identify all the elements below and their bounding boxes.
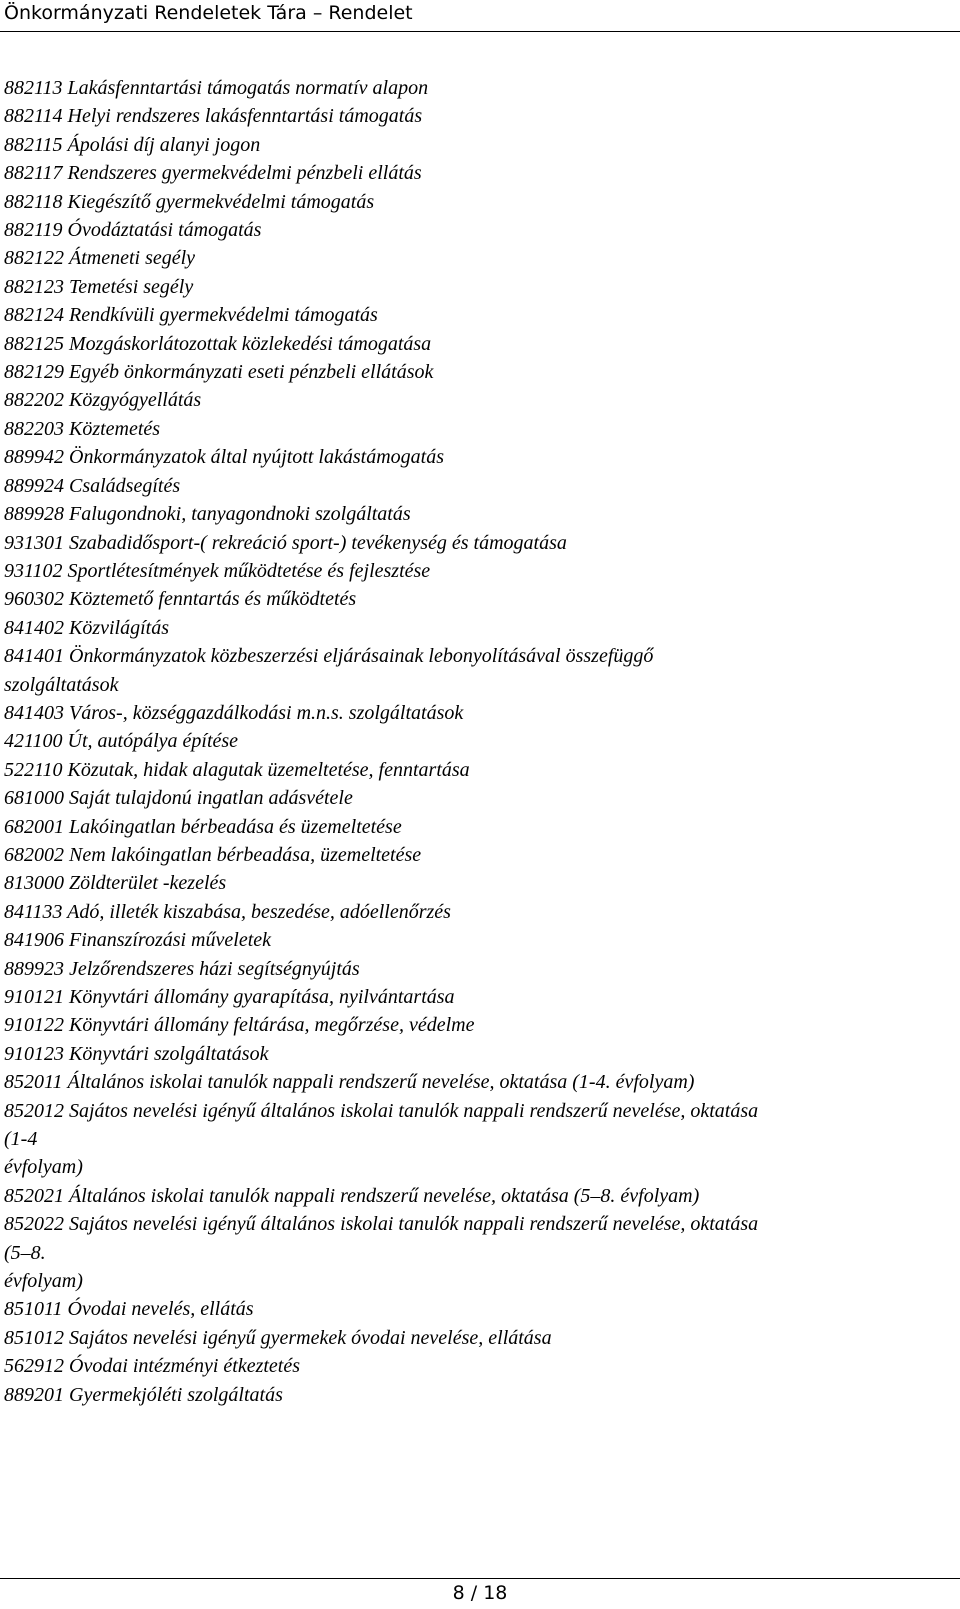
list-item-text: 889923 Jelzőrendszeres házi segítségnyújtás: [4, 957, 360, 980]
page-footer: [0, 1568, 960, 1609]
list-item-text: 421100 Út, autópálya építése: [4, 730, 239, 753]
list-item: [4, 926, 956, 954]
list-item: [4, 1097, 956, 1182]
list-item-text: (1-4: [4, 1128, 38, 1151]
list-item-text: 882118 Kiegészítő gyermekvédelmi támogatás: [4, 190, 375, 213]
list-item-text: 522110 Közutak, hidak alagutak üzemeltetése, fenntartása: [4, 758, 470, 781]
list-item: [4, 756, 956, 784]
list-item: [4, 869, 956, 897]
list-item-text: 852012 Sajátos nevelési igényű általános iskolai tanulók nappali rendszerű nevelése, oktatása: [4, 1099, 759, 1122]
list-item-text: 889201 Gyermekjóléti szolgáltatás: [4, 1383, 283, 1406]
list-item: [4, 1295, 956, 1323]
list-item: [4, 301, 956, 329]
list-item-text: 882203 Köztemetés: [4, 417, 161, 440]
list-item: [4, 557, 956, 585]
list-item: [4, 330, 956, 358]
list-item-text: 882124 Rendkívüli gyermekvédelmi támogatás: [4, 304, 378, 327]
list-item-text: 889928 Falugondnoki, tanyagondnoki szolgáltatás: [4, 503, 411, 526]
list-item-text: szolgáltatások: [4, 673, 119, 696]
list-item-text: 841906 Finanszírozási műveletek: [4, 929, 272, 952]
list-item: [4, 1011, 956, 1039]
list-item: [4, 955, 956, 983]
list-item-text: 682001 Lakóingatlan bérbeadása és üzemeltetése: [4, 815, 402, 838]
header-divider: [0, 31, 960, 32]
list-item-text: (5–8.: [4, 1241, 46, 1264]
page-header: [0, 0, 960, 30]
page-header-title: Önkormányzati Rendeletek Tára – Rendelet: [4, 2, 413, 24]
list-item: [4, 244, 956, 272]
list-item-text: 889924 Családsegítés: [4, 474, 181, 497]
list-item-text: 841133 Adó, illeték kiszabása, beszedése, adóellenőrzés: [4, 900, 451, 923]
list-item: [4, 131, 956, 159]
list-item: [4, 983, 956, 1011]
activity-code-list: [4, 74, 956, 1409]
list-item: [4, 585, 956, 613]
list-item: [4, 273, 956, 301]
list-item-text: 682002 Nem lakóingatlan bérbeadása, üzemeltetése: [4, 843, 422, 866]
list-item: [4, 1381, 956, 1409]
list-item: [4, 472, 956, 500]
list-item: [4, 813, 956, 841]
list-item-text: 931102 Sportlétesítmények működtetése és fejlesztése: [4, 559, 431, 582]
list-item-text: 882114 Helyi rendszeres lakásfenntartási támogatás: [4, 105, 423, 128]
list-item: [4, 784, 956, 812]
list-item-text: 882122 Átmeneti segély: [4, 247, 196, 270]
list-item-text: 681000 Saját tulajdonú ingatlan adásvétele: [4, 787, 353, 810]
list-item-text: 841401 Önkormányzatok közbeszerzési eljárásainak lebonyolításával összefüggő: [4, 645, 654, 668]
page-number: 8 / 18: [452, 1582, 508, 1604]
list-item: [4, 443, 956, 471]
list-item-text: 852011 Általános iskolai tanulók nappali rendszerű nevelése, oktatása (1-4. évfolyam): [4, 1071, 695, 1094]
list-item: [4, 500, 956, 528]
list-item: [4, 415, 956, 443]
list-item: [4, 74, 956, 102]
list-item: [4, 1068, 956, 1096]
list-item-text: 851011 Óvodai nevelés, ellátás: [4, 1298, 254, 1321]
list-item: [4, 642, 956, 699]
list-item: [4, 102, 956, 130]
list-item: [4, 529, 956, 557]
list-item-text: 882123 Temetési segély: [4, 275, 194, 298]
list-item-text: 931301 Szabadidősport-( rekreáció sport-) tevékenység és támogatása: [4, 531, 567, 554]
list-item-text: évfolyam): [4, 1156, 83, 1179]
list-item: [4, 216, 956, 244]
list-item: [4, 841, 956, 869]
list-item: [4, 386, 956, 414]
list-item: [4, 1210, 956, 1295]
list-item-text: 910123 Könyvtári szolgáltatások: [4, 1042, 269, 1065]
list-item-text: 852021 Általános iskolai tanulók nappali rendszerű nevelése, oktatása (5–8. évfolyam): [4, 1184, 700, 1207]
list-item: [4, 1352, 956, 1380]
list-item: [4, 727, 956, 755]
list-item-text: 910121 Könyvtári állomány gyarapítása, nyilvántartása: [4, 986, 455, 1008]
list-item-text: évfolyam): [4, 1270, 83, 1293]
list-item-text: 882113 Lakásfenntartási támogatás normatív alapon: [4, 77, 429, 99]
list-item: [4, 614, 956, 642]
list-item-text: 882129 Egyéb önkormányzati eseti pénzbeli ellátások: [4, 361, 434, 384]
list-item: [4, 699, 956, 727]
list-item-text: 882202 Közgyógyellátás: [4, 389, 202, 412]
list-item: [4, 159, 956, 187]
list-item-text: 910122 Könyvtári állomány feltárása, megőrzése, védelme: [4, 1014, 475, 1037]
footer-divider: [0, 1578, 960, 1579]
list-item: [4, 898, 956, 926]
list-item-text: 882117 Rendszeres gyermekvédelmi pénzbeli ellátás: [4, 162, 422, 185]
list-item-text: 852022 Sajátos nevelési igényű általános iskolai tanulók nappali rendszerű nevelése, oktatása: [4, 1213, 759, 1236]
list-item-text: 882125 Mozgáskorlátozottak közlekedési támogatása: [4, 332, 432, 355]
list-item-text: 562912 Óvodai intézményi étkeztetés: [4, 1355, 301, 1378]
list-item-text: 841402 Közvilágítás: [4, 616, 170, 639]
list-item: [4, 1182, 956, 1210]
list-item-text: 882115 Ápolási díj alanyi jogon: [4, 133, 261, 156]
list-item-text: 882119 Óvodáztatási támogatás: [4, 219, 262, 242]
list-item-text: 960302 Köztemető fenntartás és működtetés: [4, 588, 357, 611]
list-item-text: 889942 Önkormányzatok által nyújtott lakástámogatás: [4, 446, 444, 469]
list-item: [4, 1324, 956, 1352]
list-item: [4, 188, 956, 216]
list-item-text: 813000 Zöldterület -kezelés: [4, 872, 227, 895]
list-item-text: 841403 Város-, községgazdálkodási m.n.s. szolgáltatások: [4, 701, 464, 724]
list-item: [4, 358, 956, 386]
list-item: [4, 1040, 956, 1068]
list-item-text: 851012 Sajátos nevelési igényű gyermekek óvodai nevelése, ellátása: [4, 1326, 552, 1349]
